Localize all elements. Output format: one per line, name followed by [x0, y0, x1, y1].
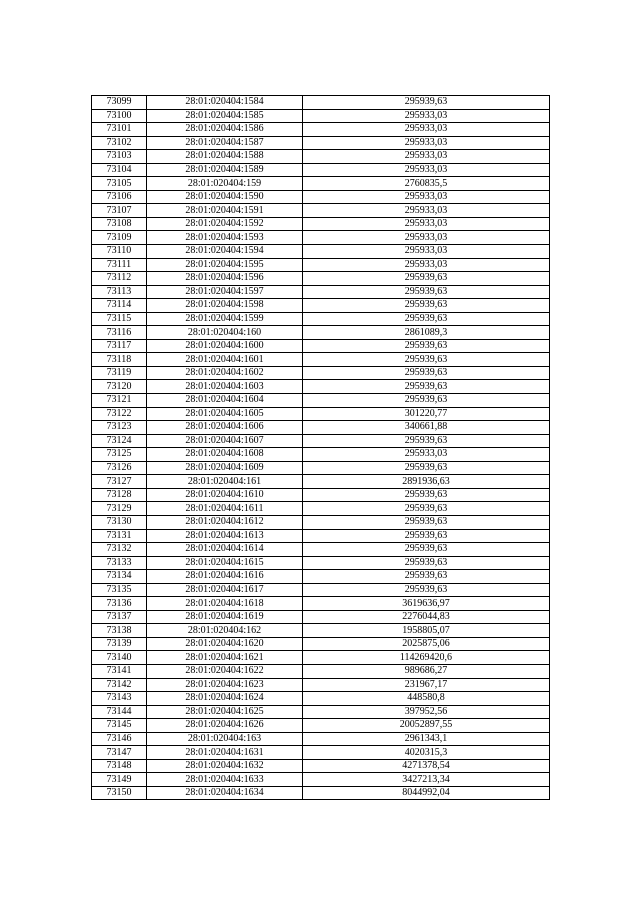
value-cell: 295933,03: [303, 448, 550, 462]
table-row: [92, 217, 550, 231]
row-number-cell: 73105: [92, 177, 147, 191]
value-cell: 2961343,1: [303, 732, 550, 746]
cadastral-number-cell: 28:01:020404:1594: [147, 245, 303, 259]
cadastral-number-cell: 28:01:020404:1608: [147, 448, 303, 462]
row-number-cell: 73115: [92, 312, 147, 326]
value-cell: 295939,63: [303, 570, 550, 584]
table-row: [92, 759, 550, 773]
table-row: [92, 529, 550, 543]
cadastral-number-cell: 28:01:020404:1593: [147, 231, 303, 245]
cadastral-number-cell: 28:01:020404:1600: [147, 339, 303, 353]
table-row: [92, 272, 550, 286]
row-number-cell: 73146: [92, 732, 147, 746]
table-row: [92, 177, 550, 191]
value-cell: 231967,17: [303, 678, 550, 692]
cadastral-number-cell: 28:01:020404:1586: [147, 123, 303, 137]
cadastral-number-cell: 28:01:020404:1634: [147, 786, 303, 800]
table-row: [92, 407, 550, 421]
row-number-cell: 73116: [92, 326, 147, 340]
table-row: [92, 448, 550, 462]
row-number-cell: 73149: [92, 773, 147, 787]
cadastral-number-cell: 28:01:020404:1597: [147, 285, 303, 299]
cadastral-number-cell: 28:01:020404:1609: [147, 461, 303, 475]
cadastral-number-cell: 28:01:020404:1621: [147, 651, 303, 665]
table-row: [92, 285, 550, 299]
table-row: [92, 312, 550, 326]
table-row: [92, 678, 550, 692]
row-number-cell: 73112: [92, 272, 147, 286]
value-cell: 295939,63: [303, 285, 550, 299]
cadastral-number-cell: 28:01:020404:163: [147, 732, 303, 746]
cadastral-number-cell: 28:01:020404:1599: [147, 312, 303, 326]
value-cell: 295939,63: [303, 366, 550, 380]
cadastral-number-cell: 28:01:020404:1604: [147, 394, 303, 408]
cadastral-number-cell: 28:01:020404:1585: [147, 109, 303, 123]
row-number-cell: 73147: [92, 746, 147, 760]
row-number-cell: 73141: [92, 664, 147, 678]
value-cell: 20052897,55: [303, 719, 550, 733]
cadastral-number-cell: 28:01:020404:161: [147, 475, 303, 489]
row-number-cell: 73144: [92, 705, 147, 719]
table-row: [92, 651, 550, 665]
cadastral-number-cell: 28:01:020404:1613: [147, 529, 303, 543]
value-cell: 295933,03: [303, 163, 550, 177]
row-number-cell: 73099: [92, 96, 147, 110]
value-cell: 295939,63: [303, 461, 550, 475]
value-cell: 295939,63: [303, 583, 550, 597]
cadastral-value-table: [91, 95, 550, 800]
table-row: [92, 637, 550, 651]
value-cell: 295939,63: [303, 299, 550, 313]
row-number-cell: 73123: [92, 421, 147, 435]
row-number-cell: 73145: [92, 719, 147, 733]
cadastral-number-cell: 28:01:020404:1607: [147, 434, 303, 448]
value-cell: 295933,03: [303, 204, 550, 218]
table-row: [92, 692, 550, 706]
value-cell: 295939,63: [303, 272, 550, 286]
cadastral-number-cell: 28:01:020404:1589: [147, 163, 303, 177]
row-number-cell: 73110: [92, 245, 147, 259]
table-row: [92, 786, 550, 800]
value-cell: 989686,27: [303, 664, 550, 678]
cadastral-number-cell: 28:01:020404:1614: [147, 543, 303, 557]
table-row: [92, 610, 550, 624]
row-number-cell: 73106: [92, 190, 147, 204]
table-row: [92, 515, 550, 529]
row-number-cell: 73111: [92, 258, 147, 272]
table-row: [92, 502, 550, 516]
cadastral-number-cell: 28:01:020404:1617: [147, 583, 303, 597]
cadastral-number-cell: 28:01:020404:1616: [147, 570, 303, 584]
value-cell: 3427213,34: [303, 773, 550, 787]
value-cell: 295939,63: [303, 96, 550, 110]
row-number-cell: 73121: [92, 394, 147, 408]
cadastral-number-cell: 28:01:020404:1590: [147, 190, 303, 204]
value-cell: 295933,03: [303, 231, 550, 245]
cadastral-number-cell: 28:01:020404:1631: [147, 746, 303, 760]
value-cell: 8044992,04: [303, 786, 550, 800]
cadastral-number-cell: 28:01:020404:1624: [147, 692, 303, 706]
table-row: [92, 123, 550, 137]
row-number-cell: 73125: [92, 448, 147, 462]
row-number-cell: 73127: [92, 475, 147, 489]
table-row: [92, 96, 550, 110]
value-cell: 397952,56: [303, 705, 550, 719]
table-row: [92, 475, 550, 489]
table-row: [92, 421, 550, 435]
value-cell: 295939,63: [303, 556, 550, 570]
value-cell: 295939,63: [303, 529, 550, 543]
cadastral-number-cell: 28:01:020404:1584: [147, 96, 303, 110]
table-row: [92, 461, 550, 475]
row-number-cell: 73113: [92, 285, 147, 299]
table-body: [92, 96, 550, 800]
cadastral-number-cell: 28:01:020404:1605: [147, 407, 303, 421]
row-number-cell: 73148: [92, 759, 147, 773]
row-number-cell: 73100: [92, 109, 147, 123]
cadastral-number-cell: 28:01:020404:1596: [147, 272, 303, 286]
row-number-cell: 73107: [92, 204, 147, 218]
row-number-cell: 73119: [92, 366, 147, 380]
value-cell: 2861089,3: [303, 326, 550, 340]
table-row: [92, 773, 550, 787]
value-cell: 295939,63: [303, 515, 550, 529]
row-number-cell: 73150: [92, 786, 147, 800]
table-row: [92, 366, 550, 380]
value-cell: 295939,63: [303, 353, 550, 367]
value-cell: 4271378,54: [303, 759, 550, 773]
table-row: [92, 136, 550, 150]
table-row: [92, 583, 550, 597]
table-row: [92, 163, 550, 177]
table-row: [92, 190, 550, 204]
cadastral-number-cell: 28:01:020404:159: [147, 177, 303, 191]
cadastral-number-cell: 28:01:020404:1601: [147, 353, 303, 367]
cadastral-number-cell: 28:01:020404:1618: [147, 597, 303, 611]
cadastral-number-cell: 28:01:020404:1610: [147, 488, 303, 502]
row-number-cell: 73117: [92, 339, 147, 353]
row-number-cell: 73114: [92, 299, 147, 313]
value-cell: 295939,63: [303, 488, 550, 502]
row-number-cell: 73142: [92, 678, 147, 692]
value-cell: 448580,8: [303, 692, 550, 706]
value-cell: 295933,03: [303, 258, 550, 272]
row-number-cell: 73135: [92, 583, 147, 597]
table-row: [92, 624, 550, 638]
cadastral-number-cell: 28:01:020404:1595: [147, 258, 303, 272]
table-row: [92, 394, 550, 408]
row-number-cell: 73120: [92, 380, 147, 394]
table-row: [92, 339, 550, 353]
row-number-cell: 73136: [92, 597, 147, 611]
value-cell: 295933,03: [303, 136, 550, 150]
row-number-cell: 73124: [92, 434, 147, 448]
cadastral-number-cell: 28:01:020404:160: [147, 326, 303, 340]
row-number-cell: 73132: [92, 543, 147, 557]
row-number-cell: 73140: [92, 651, 147, 665]
cadastral-number-cell: 28:01:020404:1626: [147, 719, 303, 733]
cadastral-number-cell: 28:01:020404:1612: [147, 515, 303, 529]
value-cell: 114269420,6: [303, 651, 550, 665]
table-row: [92, 231, 550, 245]
cadastral-number-cell: 28:01:020404:1632: [147, 759, 303, 773]
value-cell: 295939,63: [303, 543, 550, 557]
row-number-cell: 73129: [92, 502, 147, 516]
row-number-cell: 73128: [92, 488, 147, 502]
cadastral-number-cell: 28:01:020404:1633: [147, 773, 303, 787]
row-number-cell: 73101: [92, 123, 147, 137]
cadastral-number-cell: 28:01:020404:1592: [147, 217, 303, 231]
cadastral-number-cell: 28:01:020404:1588: [147, 150, 303, 164]
cadastral-number-cell: 28:01:020404:1620: [147, 637, 303, 651]
value-cell: 295933,03: [303, 150, 550, 164]
cadastral-number-cell: 28:01:020404:1611: [147, 502, 303, 516]
row-number-cell: 73130: [92, 515, 147, 529]
value-cell: 2025875,06: [303, 637, 550, 651]
table-row: [92, 746, 550, 760]
cadastral-number-cell: 28:01:020404:1591: [147, 204, 303, 218]
row-number-cell: 73103: [92, 150, 147, 164]
table-row: [92, 245, 550, 259]
row-number-cell: 73126: [92, 461, 147, 475]
value-cell: 295933,03: [303, 109, 550, 123]
table-row: [92, 326, 550, 340]
table-row: [92, 150, 550, 164]
value-cell: 295939,63: [303, 339, 550, 353]
value-cell: 295933,03: [303, 217, 550, 231]
row-number-cell: 73143: [92, 692, 147, 706]
row-number-cell: 73118: [92, 353, 147, 367]
row-number-cell: 73102: [92, 136, 147, 150]
row-number-cell: 73138: [92, 624, 147, 638]
row-number-cell: 73137: [92, 610, 147, 624]
value-cell: 295939,63: [303, 394, 550, 408]
table-row: [92, 570, 550, 584]
value-cell: 2276044,83: [303, 610, 550, 624]
row-number-cell: 73139: [92, 637, 147, 651]
table-row: [92, 719, 550, 733]
cadastral-number-cell: 28:01:020404:1625: [147, 705, 303, 719]
cadastral-number-cell: 28:01:020404:1602: [147, 366, 303, 380]
value-cell: 295939,63: [303, 312, 550, 326]
value-cell: 340661,88: [303, 421, 550, 435]
cadastral-number-cell: 28:01:020404:1622: [147, 664, 303, 678]
table-row: [92, 543, 550, 557]
table-row: [92, 488, 550, 502]
cadastral-number-cell: 28:01:020404:1598: [147, 299, 303, 313]
row-number-cell: 73131: [92, 529, 147, 543]
table-row: [92, 732, 550, 746]
value-cell: 295939,63: [303, 502, 550, 516]
value-cell: 1958805,07: [303, 624, 550, 638]
table-row: [92, 705, 550, 719]
table-row: [92, 664, 550, 678]
row-number-cell: 73133: [92, 556, 147, 570]
value-cell: 4020315,3: [303, 746, 550, 760]
cadastral-number-cell: 28:01:020404:1606: [147, 421, 303, 435]
table-row: [92, 299, 550, 313]
row-number-cell: 73109: [92, 231, 147, 245]
value-cell: 295939,63: [303, 434, 550, 448]
table-row: [92, 380, 550, 394]
table-row: [92, 556, 550, 570]
cadastral-number-cell: 28:01:020404:162: [147, 624, 303, 638]
value-cell: 295933,03: [303, 123, 550, 137]
row-number-cell: 73108: [92, 217, 147, 231]
row-number-cell: 73104: [92, 163, 147, 177]
table-row: [92, 434, 550, 448]
value-cell: 301220,77: [303, 407, 550, 421]
value-cell: 295939,63: [303, 380, 550, 394]
row-number-cell: 73134: [92, 570, 147, 584]
cadastral-number-cell: 28:01:020404:1623: [147, 678, 303, 692]
cadastral-number-cell: 28:01:020404:1615: [147, 556, 303, 570]
table-row: [92, 258, 550, 272]
value-cell: 2760835,5: [303, 177, 550, 191]
value-cell: 2891936,63: [303, 475, 550, 489]
table-row: [92, 109, 550, 123]
value-cell: 295933,03: [303, 245, 550, 259]
value-cell: 3619636,97: [303, 597, 550, 611]
table-row: [92, 353, 550, 367]
cadastral-number-cell: 28:01:020404:1603: [147, 380, 303, 394]
table-row: [92, 597, 550, 611]
cadastral-number-cell: 28:01:020404:1619: [147, 610, 303, 624]
row-number-cell: 73122: [92, 407, 147, 421]
cadastral-number-cell: 28:01:020404:1587: [147, 136, 303, 150]
value-cell: 295933,03: [303, 190, 550, 204]
table-row: [92, 204, 550, 218]
